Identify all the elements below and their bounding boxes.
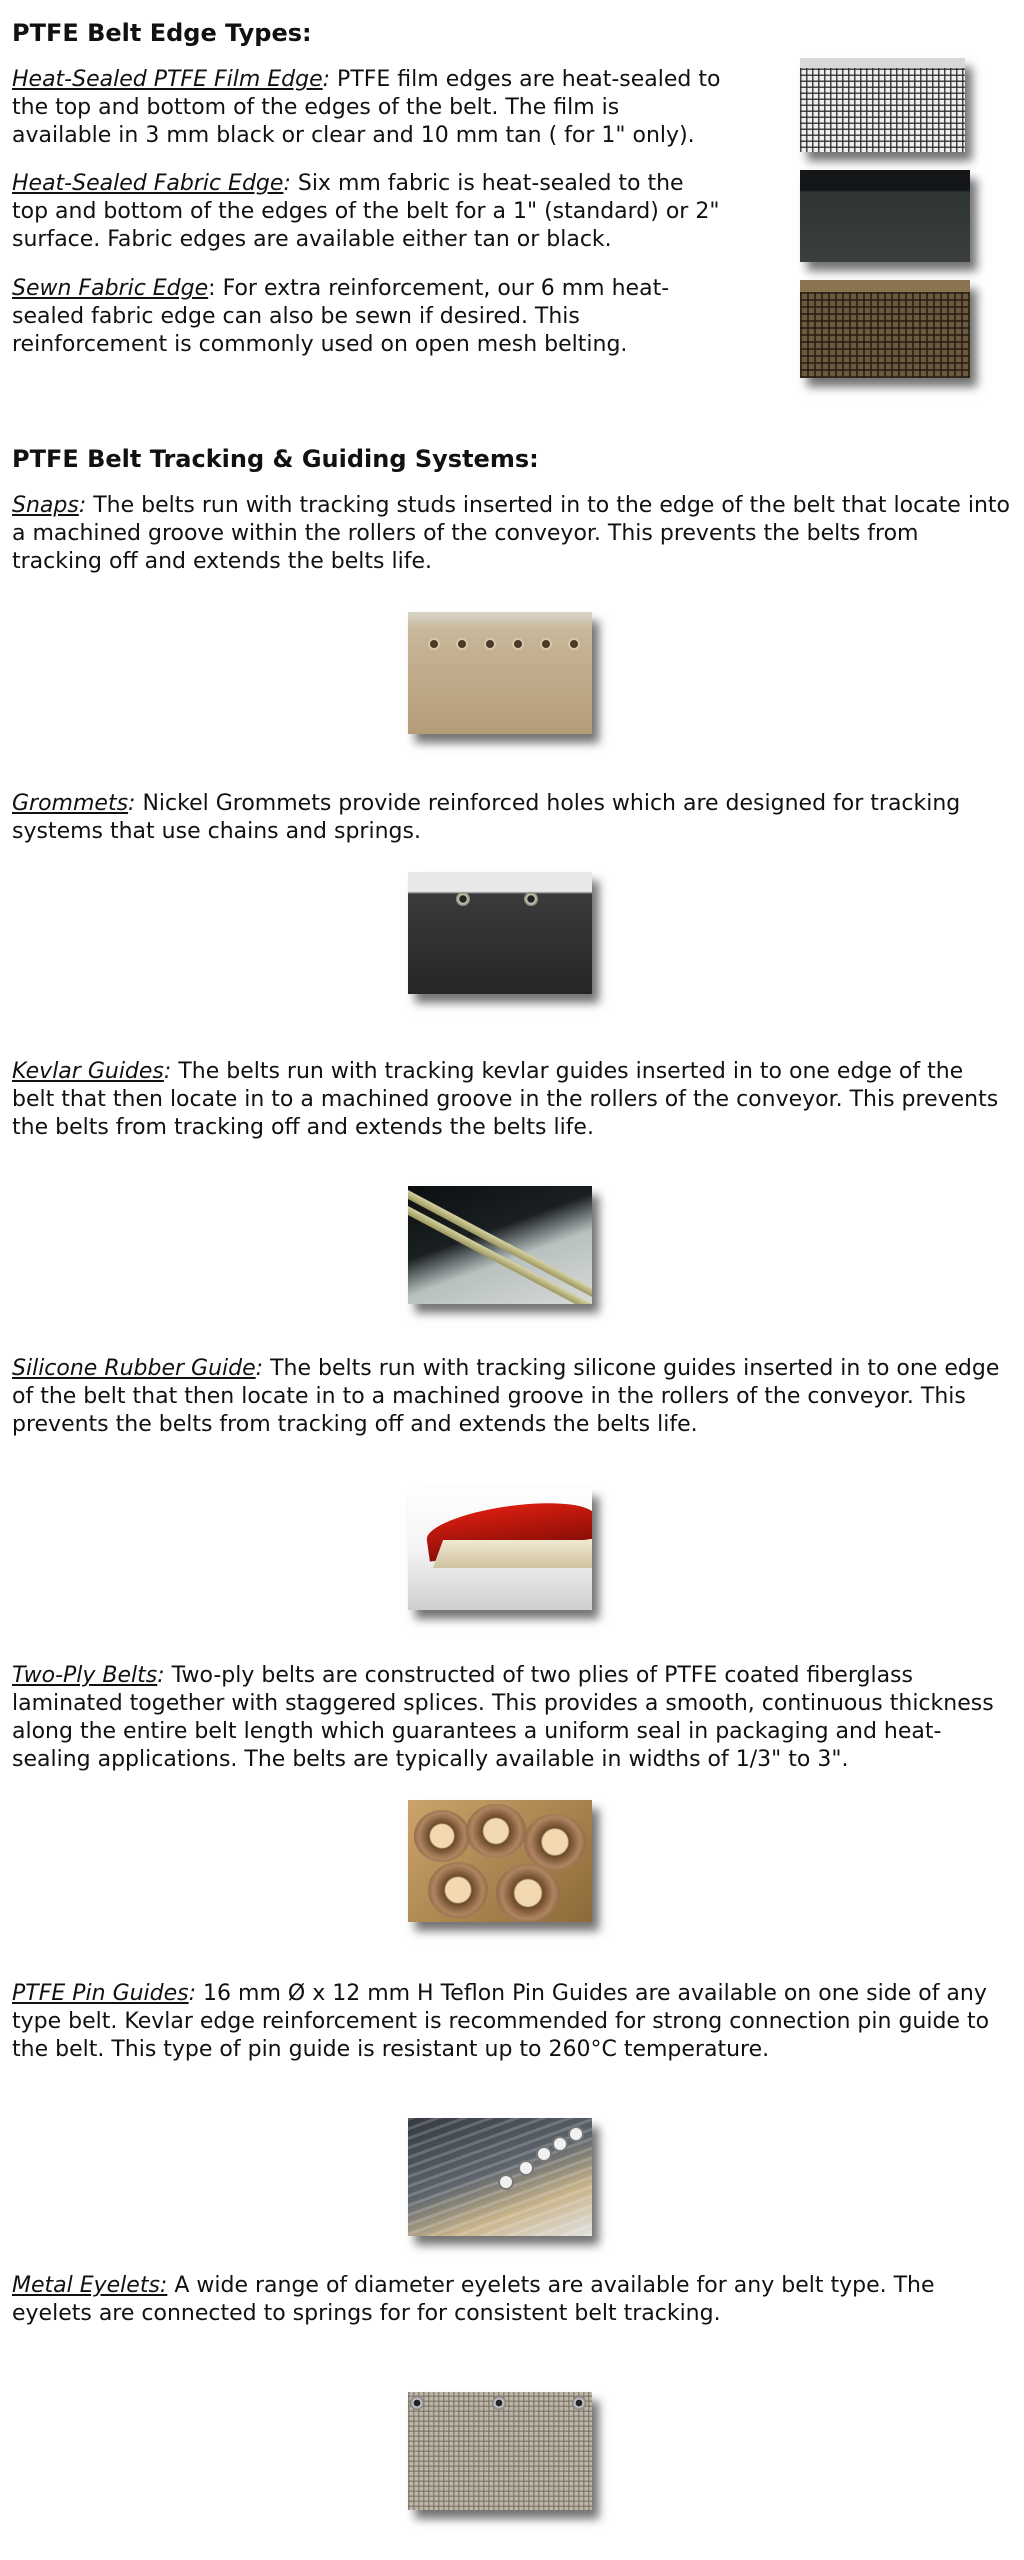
pin-guides-text: 16 mm Ø x 12 mm H Teflon Pin Guides are available on one side of any type belt. Kevlar edge reinforcement is recommended for strong connection pin guide to the belt. This type of pin guide is resistant up to 260°C temperature. — [12, 1981, 990, 2062]
metal-eyelets-paragraph — [12, 2272, 1012, 2328]
pin-guides-paragraph — [12, 1980, 1017, 2064]
fabric-edge-photo — [800, 170, 970, 262]
grommets-separator: : — [128, 791, 136, 816]
two-ply-paragraph — [12, 1662, 1017, 1774]
silicone-photo — [408, 1488, 592, 1610]
two-ply-separator: : — [157, 1663, 165, 1688]
metal-eyelets-term: Metal Eyelets: — [12, 2273, 168, 2298]
tracking-heading: PTFE Belt Tracking & Guiding Systems: — [12, 445, 539, 473]
grommets-photo — [408, 872, 592, 994]
silicone-text: The belts run with tracking silicone guides inserted in to one edge of the belt that then locate in to a machined groove in the rollers of the conveyor. This prevents the belts from tracking off and extends the belts life. — [12, 1356, 1000, 1437]
snaps-separator: : — [78, 493, 87, 518]
sewn-edge-paragraph — [12, 275, 722, 359]
kevlar-photo — [408, 1186, 592, 1304]
metal-eyelets-photo — [408, 2392, 592, 2510]
fabric-edge-term: Heat-Sealed Fabric Edge — [12, 171, 284, 196]
film-edge-photo — [800, 58, 965, 152]
sewn-edge-separator: : — [208, 276, 216, 301]
grommets-paragraph — [12, 790, 1012, 846]
snaps-photo — [408, 612, 592, 734]
two-ply-term: Two-Ply Belts — [12, 1663, 158, 1688]
fabric-edge-text: Six mm fabric is heat-sealed to the top and bottom of the edges of the belt for a 1" (standard) or 2" surface. Fabric edges are available either tan or black. — [12, 171, 720, 252]
grommets-term: Grommets — [12, 791, 129, 816]
two-ply-photo — [408, 1800, 592, 1922]
pin-guides-photo — [408, 2118, 592, 2236]
sewn-edge-text: For extra reinforcement, our 6 mm heat-sealed fabric edge can also be sewn if desired. This reinforcement is commonly used on open mesh belting. — [12, 276, 670, 357]
kevlar-paragraph — [12, 1058, 1012, 1142]
pin-guides-term: PTFE Pin Guides — [12, 1981, 189, 2006]
film-edge-paragraph — [12, 66, 722, 150]
sewn-edge-term: Sewn Fabric Edge — [12, 276, 209, 301]
snaps-term: Snaps — [12, 493, 79, 518]
two-ply-text: Two-ply belts are constructed of two plies of PTFE coated fiberglass laminated together with staggered splices. This provides a smooth, continuous thickness along the entire belt length which guarantees a uniform seal in packaging and heat-sealing applications. The belts are typically available in widths of 1/3" to 3". — [12, 1663, 994, 1772]
kevlar-separator: : — [163, 1059, 172, 1084]
silicone-paragraph — [12, 1355, 1012, 1439]
silicone-separator: : — [255, 1356, 264, 1381]
film-edge-text: PTFE film edges are heat-sealed to the top and bottom of the edges of the belt. The film is available in 3 mm black or clear and 10 mm tan ( for 1" only). — [12, 67, 721, 148]
snaps-text: The belts run with tracking studs inserted in to the edge of the belt that locate into a machined groove within the rollers of the conveyor. This prevents the belts from tracking off and extends the belts life. — [12, 493, 1010, 574]
kevlar-term: Kevlar Guides — [12, 1059, 164, 1084]
silicone-term: Silicone Rubber Guide — [12, 1356, 256, 1381]
fabric-edge-paragraph — [12, 170, 722, 254]
film-edge-separator: : — [322, 67, 331, 92]
sewn-edge-photo — [800, 280, 970, 378]
metal-eyelets-text: A wide range of diameter eyelets are available for any belt type. The eyelets are connected to springs for for consistent belt tracking. — [12, 2273, 935, 2326]
film-edge-term: Heat-Sealed PTFE Film Edge — [12, 67, 323, 92]
fabric-edge-separator: : — [283, 171, 291, 196]
pin-guides-separator: : — [188, 1981, 197, 2006]
edge-types-heading: PTFE Belt Edge Types: — [12, 19, 312, 47]
kevlar-text: The belts run with tracking kevlar guides inserted in to one edge of the belt that then locate in to a machined groove in the rollers of the conveyor. This prevents the belts from tracking off and extends the belts life. — [12, 1059, 999, 1140]
grommets-text: Nickel Grommets provide reinforced holes which are designed for tracking systems that use chains and springs. — [12, 791, 961, 844]
snaps-paragraph — [12, 492, 1012, 576]
